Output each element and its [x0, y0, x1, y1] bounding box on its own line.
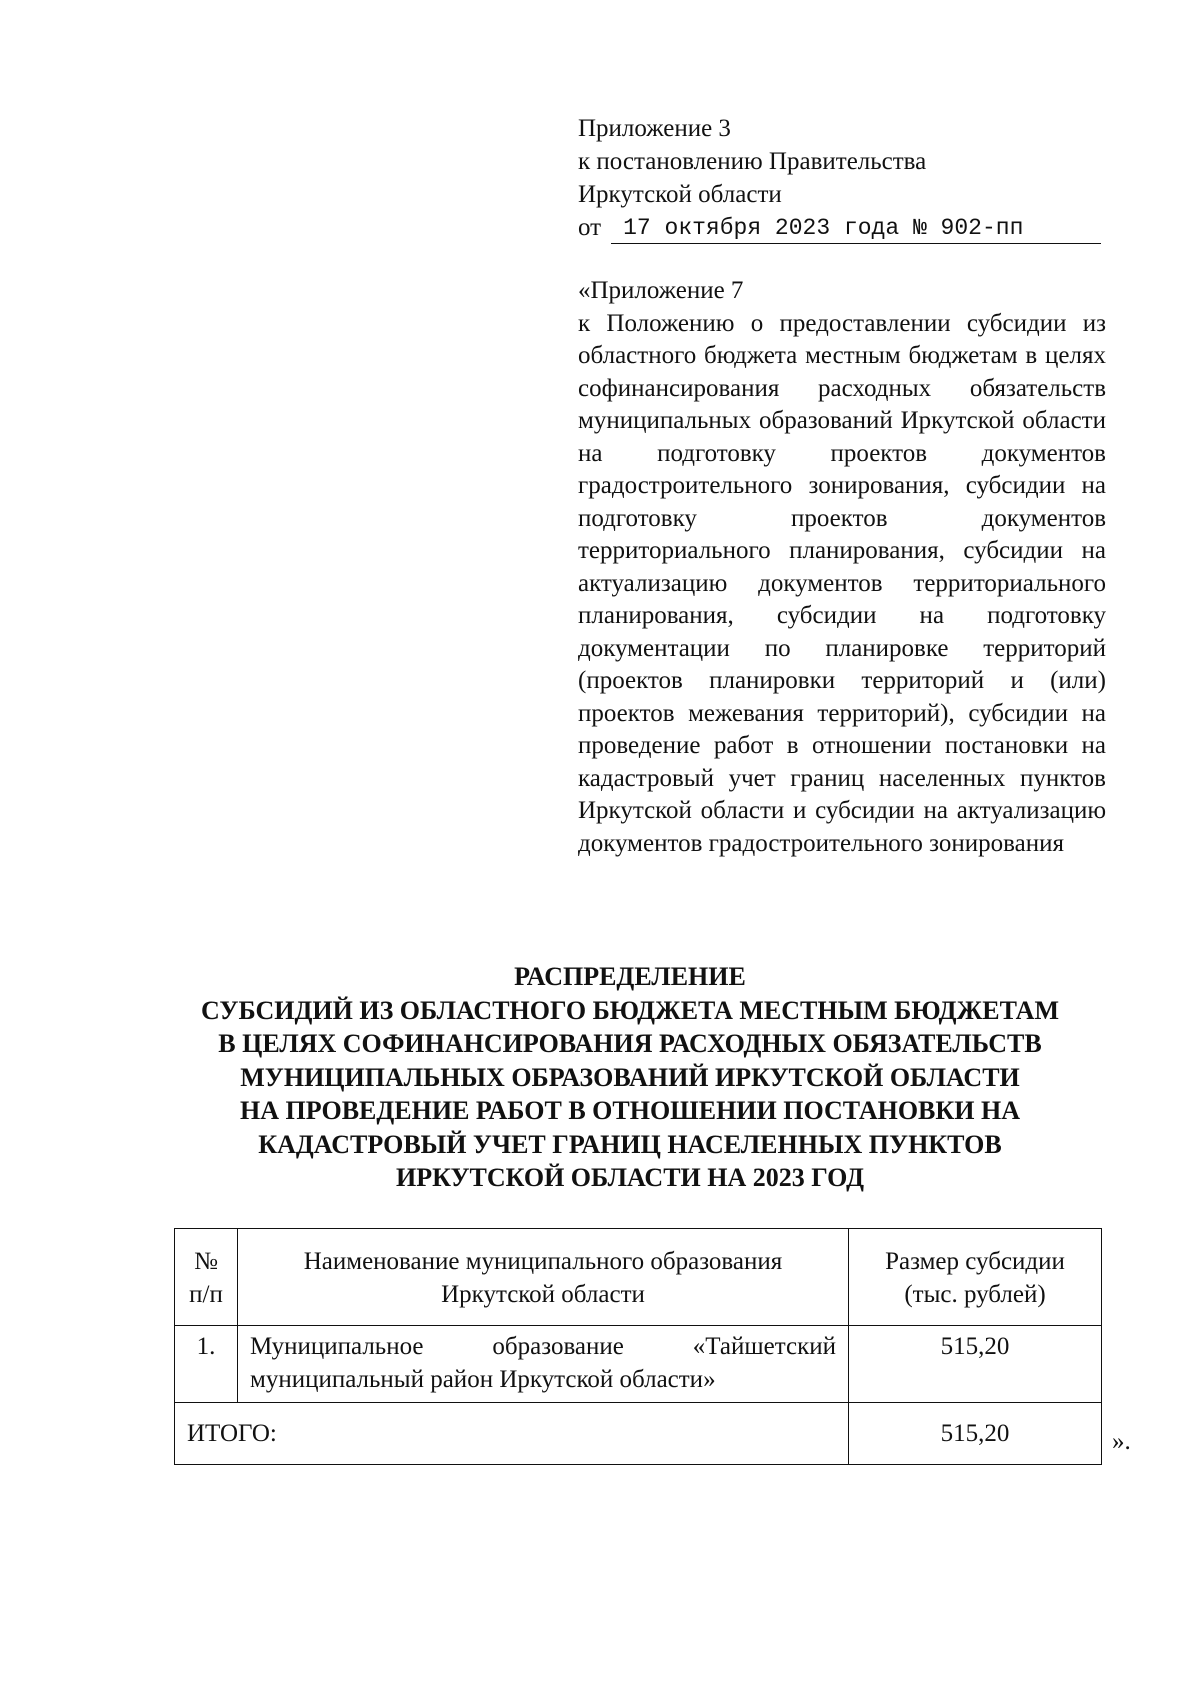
appendix-header — [578, 112, 1108, 244]
resolution-date-number: 17 октября 2023 года № 902-пп — [611, 213, 1101, 244]
from-label: от — [578, 214, 602, 241]
heading-line: КАДАСТРОВЫЙ УЧЕТ ГРАНИЦ НАСЕЛЕННЫХ ПУНКТОВ — [258, 1129, 1002, 1159]
distribution-table — [174, 1228, 1102, 1465]
appendix-reference: к постановлению Правительства — [578, 148, 927, 175]
appendix-7-block — [578, 275, 1106, 860]
heading-line: РАСПРЕДЕЛЕНИЕ — [514, 962, 746, 991]
table-header-row — [175, 1229, 1102, 1326]
header-subsidy-amount — [849, 1229, 1102, 1326]
header-number-line1: № — [194, 1248, 218, 1275]
heading-line: ИРКУТСКОЙ ОБЛАСТИ НА 2023 ГОД — [396, 1163, 864, 1192]
header-amount-line2: (тыс. рублей) — [904, 1281, 1046, 1308]
header-number — [175, 1229, 238, 1326]
row-municipality-name: Муниципальное образование «Тайшетский муниципальный район Иркутской области» — [238, 1326, 849, 1403]
total-label: ИТОГО: — [175, 1403, 849, 1465]
row-subsidy-amount: 515,20 — [849, 1326, 1102, 1403]
heading-line: МУНИЦИПАЛЬНЫХ ОБРАЗОВАНИЙ ИРКУТСКОЙ ОБЛАСТИ — [240, 1062, 1020, 1092]
header-name-line2: Иркутской области — [441, 1281, 645, 1308]
appendix-7-body: к Положению о предоставлении субсидии из областного бюджета местным бюджетам в целях софинансирования расходных обязательств муниципальных образований Иркутской области на подготовку проектов документов градостроительного зонирования, субсидии на подготовку проектов документов территориального планирования, субсидии на актуализацию документов территориального планирования, субсидии на подготовку документации по планировке территорий (проектов планировки территорий и (или) проектов межевания территорий), субсидии на проведение работ в отношении постановки на кадастровый учет границ населенных пунктов Иркутской области и субсидии на актуализацию документов градостроительного зонирования — [578, 309, 1106, 857]
heading-line: НА ПРОВЕДЕНИЕ РАБОТ В ОТНОШЕНИИ ПОСТАНОВКИ НА — [240, 1096, 1020, 1125]
table-row — [175, 1326, 1102, 1403]
table-total-row — [175, 1403, 1102, 1465]
header-amount-line1: Размер субсидии — [885, 1248, 1065, 1275]
total-amount: 515,20 — [849, 1403, 1102, 1465]
closing-quote-mark: ». — [1112, 1428, 1131, 1455]
resolution-date-line — [578, 211, 1108, 244]
appendix-7-title: «Приложение 7 — [578, 277, 744, 304]
heading-line: В ЦЕЛЯХ СОФИНАНСИРОВАНИЯ РАСХОДНЫХ ОБЯЗАТЕЛЬСТВ — [218, 1029, 1042, 1058]
appendix-number: Приложение 3 — [578, 115, 731, 142]
row-number: 1. — [175, 1326, 238, 1403]
document-heading — [130, 960, 1130, 1195]
appendix-region: Иркутской области — [578, 181, 782, 208]
header-number-line2: п/п — [189, 1281, 223, 1308]
header-municipality-name — [238, 1229, 849, 1326]
header-name-line1: Наименование муниципального образования — [303, 1248, 783, 1275]
heading-line: СУБСИДИЙ ИЗ ОБЛАСТНОГО БЮДЖЕТА МЕСТНЫМ БЮДЖЕТАМ — [201, 995, 1059, 1025]
